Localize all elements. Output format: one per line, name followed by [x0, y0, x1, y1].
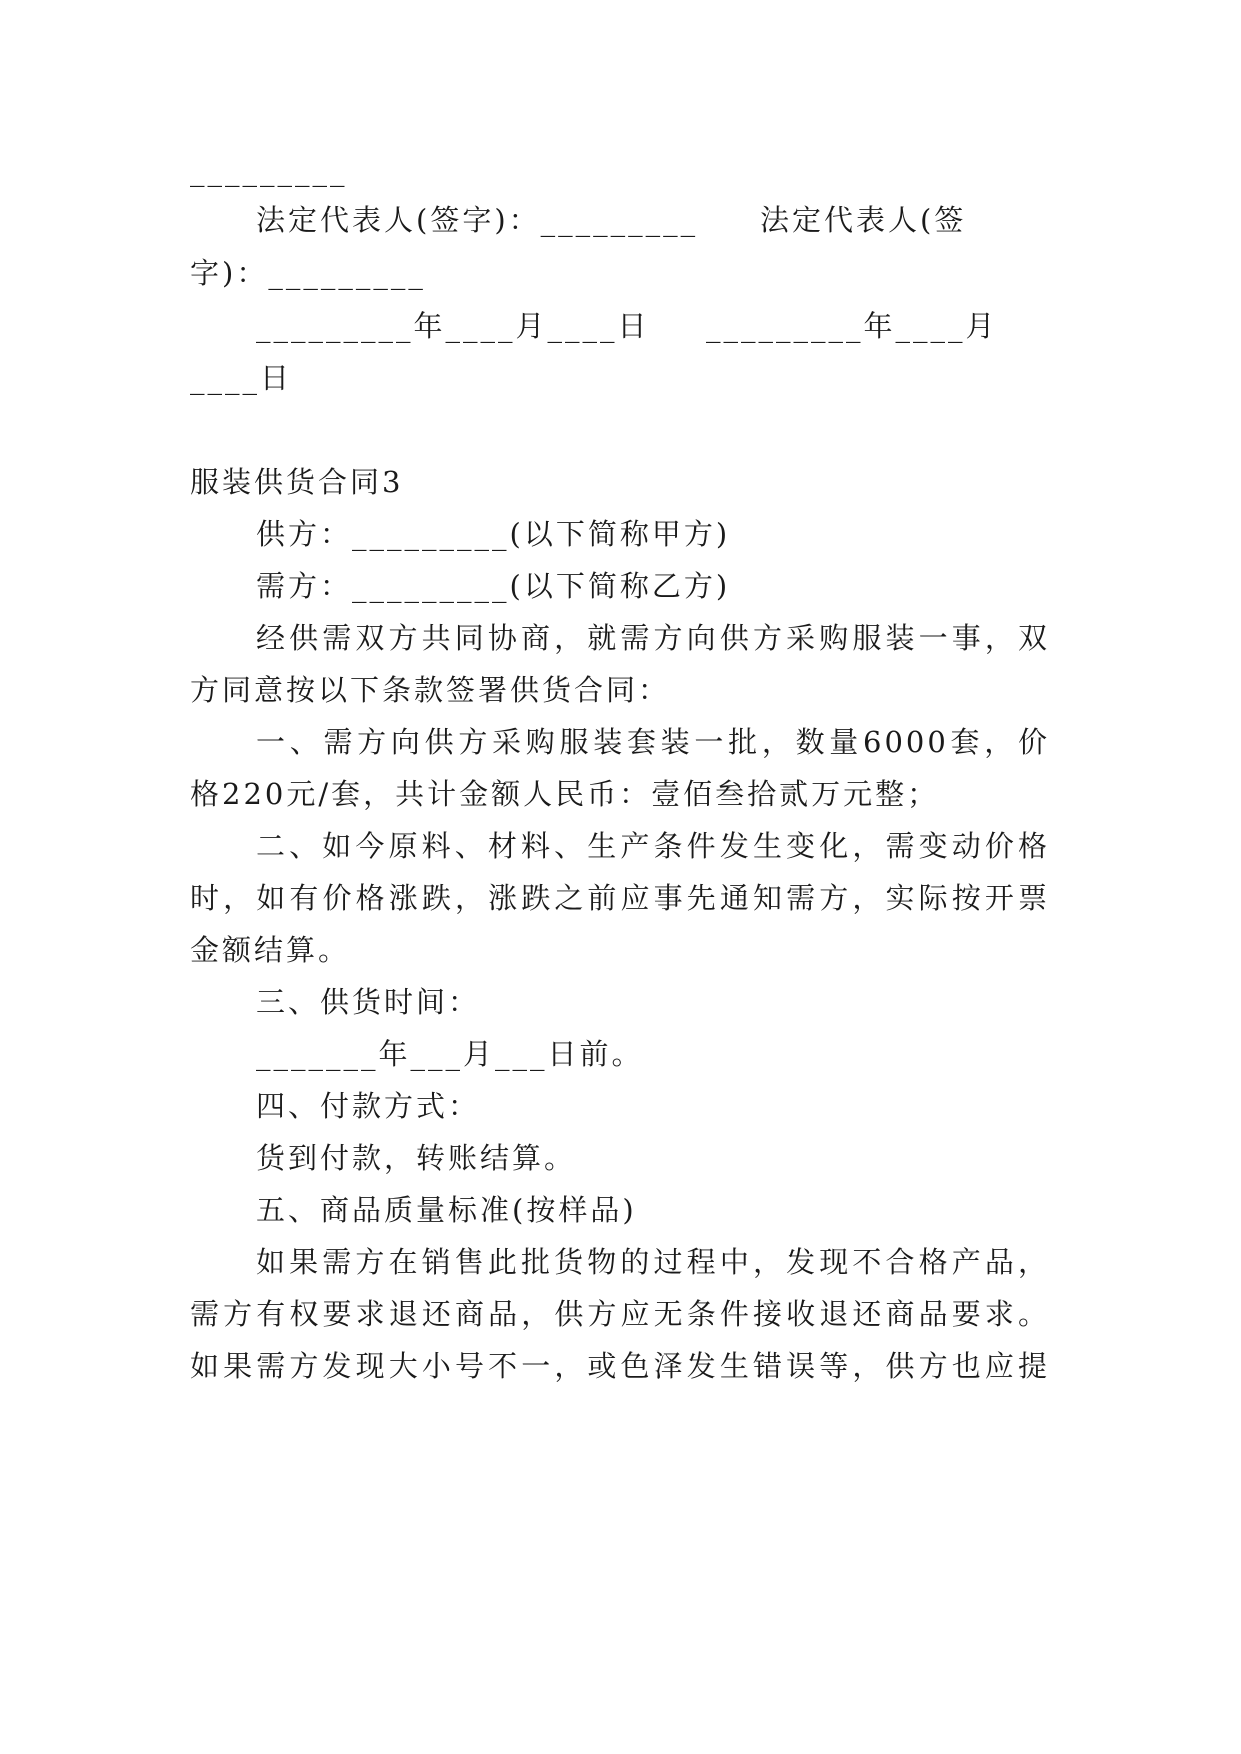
contract-title: 服装供货合同3	[190, 465, 404, 499]
clause-3-date: _______年___月___日前。	[256, 1037, 644, 1071]
clause-1-line-2: 格220元/套，共计金额人民币：壹佰叁拾贰万元整；	[190, 777, 940, 811]
clause-2-line-3: 金额结算。	[190, 933, 351, 967]
clause-4-heading: 四、付款方式：	[256, 1089, 481, 1123]
clause-5-line-3: 如果需方发现大小号不一，或色泽发生错误等，供方也应提	[190, 1349, 1050, 1383]
intro-paragraph-line-2: 方同意按以下条款签署供货合同：	[190, 673, 671, 707]
legal-rep-left: 法定代表人(签字)：_________	[256, 203, 699, 237]
signing-date-left: _________年____月____日	[256, 309, 650, 343]
intro-paragraph-line-1: 经供需双方共同协商，就需方向供方采购服装一事，双	[256, 621, 1050, 655]
signing-date-right-continued: ____日	[190, 361, 293, 395]
buyer-line: 需方：_________(以下简称乙方)	[256, 569, 731, 603]
clause-1-line-1: 一、需方向供方采购服装套装一批，数量6000套，价	[256, 725, 1050, 759]
legal-rep-right: 法定代表人(签	[760, 203, 967, 237]
clause-2-line-1: 二、如今原料、材料、生产条件发生变化，需变动价格	[256, 829, 1050, 863]
clause-4-text: 货到付款，转账结算。	[256, 1141, 577, 1175]
signing-date-line	[256, 306, 1050, 346]
clause-2-line-2: 时，如有价格涨跌，涨跌之前应事先通知需方，实际按开票	[190, 881, 1050, 915]
clause-5-line-2: 需方有权要求退还商品，供方应无条件接收退还商品要求。	[190, 1297, 1050, 1331]
clause-5-heading: 五、商品质量标准(按样品)	[256, 1193, 637, 1227]
top-signature-blank: _________	[190, 153, 348, 187]
legal-rep-right-continued: 字)：_________	[190, 256, 426, 290]
clause-5-line-1: 如果需方在销售此批货物的过程中，发现不合格产品，	[256, 1245, 1050, 1279]
signing-date-right: _________年____月	[706, 309, 998, 343]
supplier-line: 供方：_________(以下简称甲方)	[256, 517, 731, 551]
clause-3-heading: 三、供货时间：	[256, 985, 481, 1019]
legal-rep-signature-line	[256, 200, 1050, 240]
